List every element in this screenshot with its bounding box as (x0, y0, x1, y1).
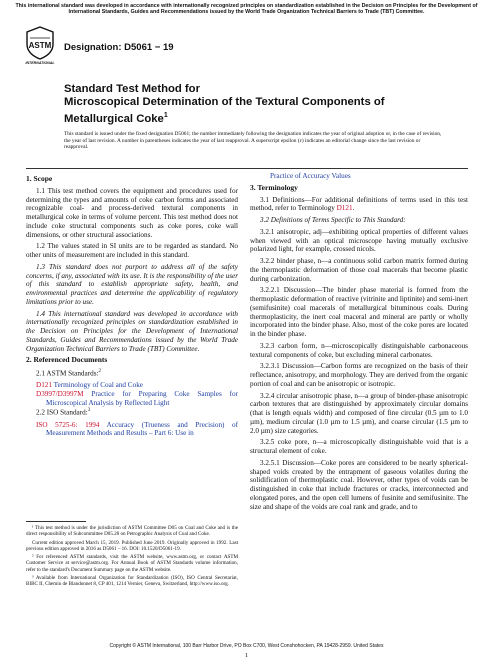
footnotes (26, 525, 238, 590)
preface-note: This standard is issued under the fixed designation D5061; the number immediately following the designation indicates the year of original adoption or, in the case of revision, the year of last revision. A number in parentheses indicates the year of last reapproval. A superscript epsilon (ε) indicates an editorial change since the last revision or reapproval. (64, 131, 442, 151)
para-3-2-3: 3.2.3 carbon form, n—microscopically distinguishable carbonaceous textural components of coke, but excluding mineral carbonates. (250, 341, 468, 359)
ref-d3997-link[interactable]: D3997/D3997M (36, 389, 84, 398)
footnote-3: ³ Available from International Organization for Standardization (ISO), ISO Central Secretariat, BIBC II, Chemin de Blandonnet 8, CP 401, 1214 Vernier, Geneva, Switzerland, http://www.iso.org. (26, 575, 238, 588)
title-footnote-mark: 1 (163, 112, 168, 119)
para-3-2-3-1: 3.2.3.1 Discussion—Carbon forms are recognized on the basis of their reflectance, anisotropy, and morphology. They are derived from the organic portion of coal and can be anisotropic or isotropic. (250, 362, 468, 388)
left-column (26, 172, 238, 438)
footnote-divider (26, 521, 86, 522)
para-1-4: 1.4 This international standard was developed in accordance with internationally recognized principles on standardization established in the Decision on Principles for the Development of International Standards, Guides and Recommendations issued by the World Trade Organization Technical Barriers to Trade (TBT) Committee. (26, 309, 238, 353)
section-1-heading: 1. Scope (26, 174, 53, 183)
para-2-1: 2.1 ASTM Standards:$^2$ (36, 369, 101, 378)
para-3-2-5-1: 3.2.5.1 Discussion—Coke pores are considered to be nearly spherical-shaped voids created by the entrapment of gaseous volatiles during the solidification of thermoplastic coal. However, other types of voids can be distinguished in coke that include fractures or cracks, interconnected and elongated pores, and the open cell lumens of fusinite and semifusinite. The size and shape of the voids are coal rank and grade, and to (250, 458, 468, 511)
designation: Designation: D5061 − 19 (64, 42, 174, 53)
astm-logo (26, 26, 54, 60)
ref-d121: D121 Terminology of Coal and Coke (36, 381, 143, 390)
para-3-2-2: 3.2.2 binder phase, n—a continuous solid carbon matrix formed during the thermoplastic deformation of those coal macerals that become plastic during carbonization. (250, 257, 468, 283)
tbt-notice: This international standard was developed in accordance with internationally recognized principles on standardization established in the Decision on Principles for the Development of International Standards, Guides and Recommendations issued by the World Trade Organization Technical Barriers to Trade (TBT) Committee. (15, 3, 478, 16)
footnote-1b: Current edition approved March 15, 2019. Published June 2019. Originally approved in 1992. Last previous edition approved in 2016 as D5061 – 16. DOI: 10.1520/D5061-19. (26, 539, 238, 552)
para-3-2-4: 3.2.4 circular anisotropic phase, n—a group of binder-phase anisotropic carbon textures that are distinguished by approximately circular domains (that is length equals width) and composed of fine circular (0.5 µm to 1.0 µm), medium circular (1.0 µm to 1.5 µm), and coarse circular (1.5 µm to 2.0 µm) size categories. (250, 391, 468, 435)
title-line2: Microscopical Determination of the Textural Components of (64, 96, 385, 108)
title-line1: Standard Test Method for (64, 83, 200, 95)
page-number: 1 (244, 652, 249, 659)
logo-text: ASTM (28, 41, 52, 50)
para-3-1: 3.1 Definitions—For additional definitions of terms used in this test method, refer to Terminology D121. (250, 195, 468, 213)
right-column (250, 172, 468, 514)
ref-iso-continued[interactable]: Practice of Accuracy Values (270, 172, 351, 180)
ref-iso-link[interactable]: ISO 5725-6: 1994 (36, 420, 100, 429)
para-3-2-5: 3.2.5 coke pore, n—a microscopically distinguishable void that is a structural element of coke. (250, 438, 468, 455)
copyright-footer: Copyright © ASTM International, 100 Barr Harbor Drive, PO Box C700, West Conshohocken, PA 19428-2959. United States (109, 643, 384, 649)
header-divider (26, 168, 468, 169)
para-3-2: 3.2 Definitions of Terms Specific to This Standard: (260, 216, 406, 224)
section-2-heading: 2. Referenced Documents (26, 355, 108, 365)
logo-caption: INTERNATIONAL (25, 61, 55, 65)
para-3-2-2-1: 3.2.2.1 Discussion—The binder phase material is formed from the thermoplastic deformation of reactive (vitrinite and liptinite) and semi-inert (semifusinite) coal macerals of metallurgical bituminous coals. During thermoplasticity, the inert coal maceral and mineral are partly or wholly incorporated into the binder phase. Also, most of the coke pores are located in the binder phase. (250, 286, 468, 338)
document-title (64, 83, 464, 126)
section-3-heading: 3. Terminology (250, 182, 298, 192)
para-1-1: 1.1 This test method covers the equipment and procedures used for determining the types and amounts of coke carbon forms and associated recognizable coal- and process-derived textural components in metallurgical coke in terms of volume percent. This test method does not include coke structural components such as coke pores, coke wall dimensions, or other structural associations. (26, 186, 238, 239)
para-2-2: 2.2 ISO Standard:$^3$ (36, 408, 91, 417)
title-line3: Metallurgical Coke (64, 112, 164, 125)
para-1-3: 1.3 This standard does not purport to address all of the safety concerns, if any, associated with its use. It is the responsibility of the user of this standard to establish appropriate safety, health, and environmental practices and determine the applicability of regulatory limitations prior to use. (26, 262, 238, 306)
ref-d3997: D3997/D3997M Practice for Preparing Coke Samples for Microscopical Analysis by Reflected Light (36, 389, 238, 407)
ref-d121-link[interactable]: D121 (36, 381, 52, 390)
d121-link[interactable]: D121 (336, 204, 353, 213)
para-3-2-1: 3.2.1 anisotropic, adj—exhibiting optical properties of different values when viewed with an optical microscope having mutually exclusive polarized light, for example, crossed nicols. (250, 227, 468, 254)
footnote-2: ² For referenced ASTM standards, visit the ASTM website, www.astm.org, or contact ASTM Customer Service at service@astm.org. For Annual Book of ASTM Standards volume information, refer to the standard's Document Summary page on the ASTM website. (26, 554, 238, 573)
footnote-1: ¹ This test method is under the jurisdiction of ASTM Committee D05 on Coal and Coke and is the direct responsibility of Subcommittee D05.28 on Petrographic Analysis of Coal and Coke. (26, 525, 238, 538)
ref-iso-5725: ISO 5725-6: 1994 Accuracy (Trueness and Precision) of Measurement Methods and Results – Part 6: Use in (36, 420, 238, 438)
para-1-2: 1.2 The values stated in SI units are to be regarded as standard. No other units of measurement are included in this standard. (26, 242, 238, 259)
